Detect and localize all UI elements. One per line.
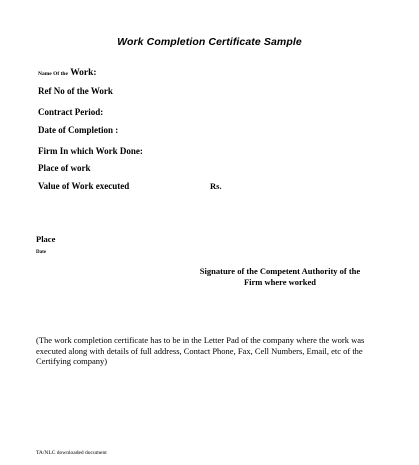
note-paragraph: (The work completion certificate has to be in the Letter Pad of the company where the work was executed along with details of full address, Contact Phone, Fax, Cell Numbers, Email, etc of the Certifying company) xyxy=(36,335,365,366)
field-date-of-completion: Date of Completion : xyxy=(38,125,119,135)
signature-line-1: Signature of the Competent Authority of the xyxy=(199,266,361,276)
field-firm: Firm In which Work Done: xyxy=(38,146,143,156)
place-label: Place xyxy=(36,234,56,244)
field-rs: Rs. xyxy=(210,181,222,191)
signature-block xyxy=(180,266,380,288)
document-title: Work Completion Certificate Sample xyxy=(117,36,302,48)
signature-line-2: Firm where worked xyxy=(243,277,317,287)
field-name-prefix: Name Of the xyxy=(38,71,68,77)
date-label: Date xyxy=(36,250,46,255)
footer-text: TA/NLC downloaded document xyxy=(36,450,107,456)
field-name-of-work xyxy=(38,67,97,78)
field-contract-period: Contract Period: xyxy=(38,107,104,117)
field-ref-no: Ref No of the Work xyxy=(38,86,113,96)
field-name-suffix: Work: xyxy=(70,68,97,78)
field-value-of-work: Value of Work executed xyxy=(38,181,130,191)
field-place-of-work: Place of work xyxy=(38,163,91,173)
